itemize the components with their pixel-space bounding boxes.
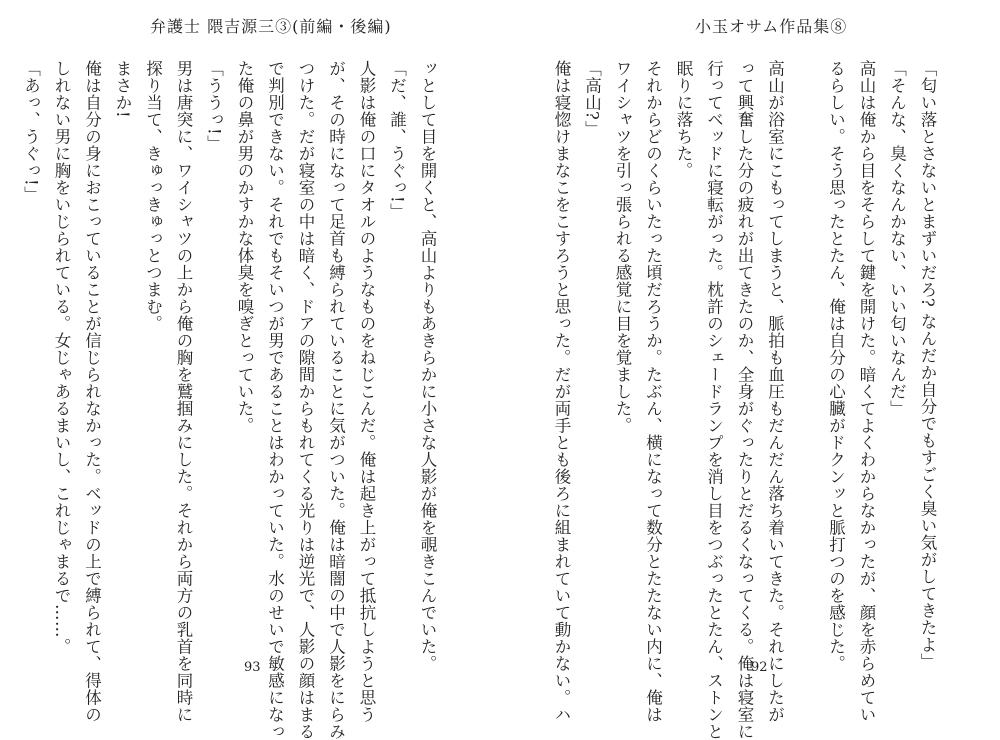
text-line: 男は唐突に、ワイシャツの上から俺の胸を鷲掴みにした。それから両方の乳首を同時に [174,60,193,723]
text-line: 眠りに落ちた。 [674,60,693,179]
text-line: るらしい。そう思ったとたん、俺は自分の心臓がドクンッと脈打つのを感じた。 [826,60,846,672]
text-line: で判別できない。それでもそいつが男であることはわかっていた。水のせいで敏感になっ [265,60,285,740]
text-line: 「匂い落とさないとまずいだろ? なんだか自分でもすごく臭い気がしてきたよ」 [918,60,937,671]
left-running-header: 弁護士 隈吉源三③(前編・後編) [150,17,392,36]
right-page-number: 92 [751,660,768,675]
text-line: が、その時になって足首も縛られていることに気がついた。俺は暗闇の中で人影をにらみ [326,60,346,740]
text-line: って興奮した分の疲れが出てきたのか、全身がぐったりとだるくなってくる。俺は寝室に [735,60,754,740]
text-line: 「ううっ!」 [204,60,224,153]
text-line: 探り当て、きゅっきゅっとつまむ。 [143,60,163,332]
text-line: 行ってベッドに寝転がった。枕許のシェードランプを消し目をつぶったとたん、ストンと [704,60,724,740]
text-line: ッとして目を開くと、高山よりもあきらかに小さな人影が俺を覗きこんでいた。 [418,60,437,672]
text-line: 「そんな、臭くなんかない、いい匂いなんだ」 [887,60,907,417]
text-line: た俺の鼻が男のかすかな体臭を嗅ぎとっていた。 [235,60,254,434]
text-line: 「高山?」 [582,60,602,138]
text-line: 俺は自分の身におこっていることが信じられなかった。ベッドの上で縛られて、得体の [82,60,102,723]
text-line: 高山は俺から目をそらして鍵を開けた。暗くてよくわからなかったが、顔を赤らめてい [857,60,876,723]
text-line: 「だ、誰、うぐっ!」 [387,60,407,221]
right-running-header: 小玉オサム作品集⑧ [695,17,848,36]
text-line: つけた。だが寝室の中は暗く、ドアの隙間からもれてくる光りは逆光で、人影の顔はまる [296,60,315,740]
blank-line [790,60,821,620]
text-line: それからどのくらいたった頃だろうか。たぶん、横になって数分とたたない内に、俺は [643,60,663,723]
text-line: 人影は俺の口にタオルのようなものをねじこんだ。俺は起き上がって抵抗しようと思う [357,60,376,723]
text-line: 「あっ、うぐっ!」 [21,60,41,204]
text-line: まさか! [113,60,132,119]
text-line: 俺は寝惚けまなこをこすろうと思った。だが両手とも後ろに組まれていて動かない。ハ [552,60,571,723]
text-line: 高山が浴室にこもってしまうと、脈拍も血圧もだんだん落ち着いてきた。それにしたが [765,60,785,723]
text-line: しれない男に胸をいじられている。女じゃあるまいし、これじゃまるで……。 [52,60,71,655]
left-page-number: 93 [244,660,261,675]
text-line: ワイシャツを引っ張られる感覚に目を覚ました。 [613,60,632,434]
right-page [500,0,1000,740]
